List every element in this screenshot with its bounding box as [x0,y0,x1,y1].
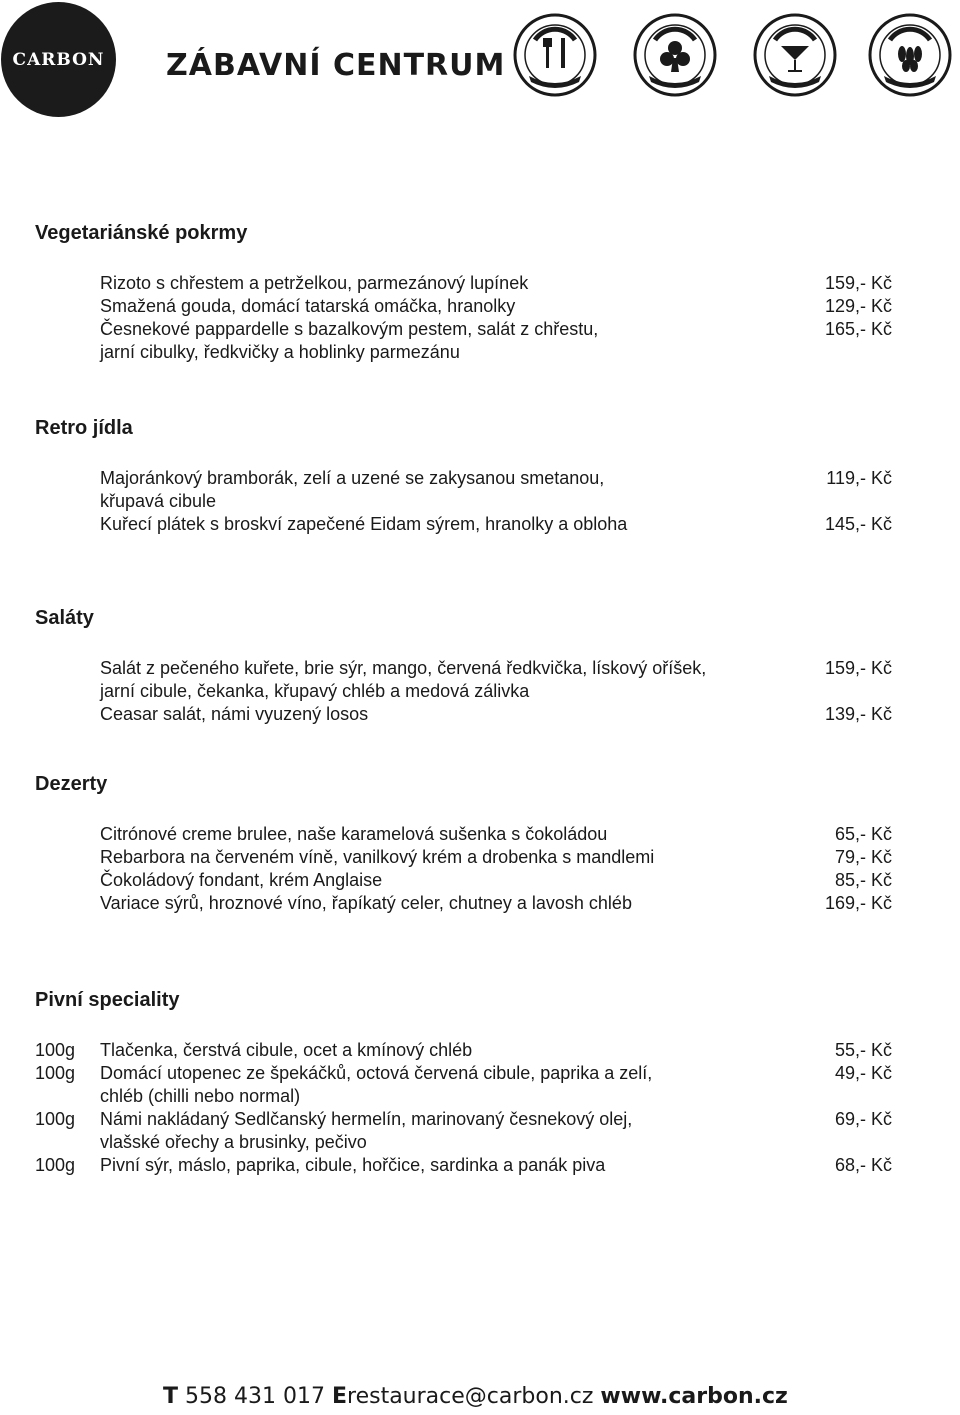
menu-item-quantity: 100g [35,1155,76,1175]
bowling-pins-icon [868,10,953,100]
menu-item-description: Salát z pečeného kuřete, brie sýr, mango, červená ředkvička, lískový oříšek, [100,658,707,678]
email-label: E [331,1384,348,1409]
menu-item-price: 49,- Kč [834,1063,892,1083]
menu-item-price: 145,- Kč [824,514,892,534]
page-title: ZÁBAVNÍ CENTRUM [166,48,506,83]
phone-number[interactable]: 558 431 017 [185,1384,325,1409]
menu-item-description: Kuřecí plátek s broskví zapečené Eidam sýrem, hranolky a obloha [100,514,628,534]
menu-item-description: Variace sýrů, hroznové víno, řapíkatý celer, chutney a lavosh chléb [100,893,632,913]
menu-item-description: jarní cibule, čekanka, křupavý chléb a medová zálivka [100,681,530,701]
menu-item-price: 169,- Kč [824,893,892,913]
menu-item-description: Smažená gouda, domácí tatarská omáčka, hranolky [100,296,516,316]
page-header [0,0,960,125]
menu-item-description: jarní cibulky, ředkvičky a hoblinky parmezánu [100,342,460,362]
menu-item-quantity: 100g [35,1109,76,1129]
cocktail-icon [753,10,838,100]
menu-item-price: 69,- Kč [834,1109,892,1129]
email-address[interactable]: restaurace@carbon.cz [347,1384,594,1409]
menu-item-description: Rebarbora na červeném víně, vanilkový krém a drobenka s mandlemi [100,847,655,867]
section-title-retro: Retro jídla [35,417,133,439]
section-title-desserts: Dezerty [35,773,108,795]
club-icon [633,10,718,100]
menu-item-price: 129,- Kč [824,296,892,316]
restaurace-badge [513,10,598,100]
menu-item-description: Tlačenka, čerstvá cibule, ocet a kmínový chléb [100,1040,473,1060]
menu-item-price: 139,- Kč [824,704,892,724]
carbon-logo [1,2,116,117]
section-title-vegetarian: Vegetariánské pokrmy [35,222,248,244]
menu-item-description: Česnekové pappardelle s bazalkovým pestem, salát z chřestu, [100,319,599,339]
menu-item-description: Majoránkový bramborák, zelí a uzené se zakysanou smetanou, [100,468,605,488]
website-link[interactable]: www.carbon.cz [600,1384,788,1409]
menu-item-description: Ceasar salát, námi vyuzený losos [100,704,369,724]
menu-item-price: 79,- Kč [834,847,892,867]
menu-item-description: chléb (chilli nebo normal) [100,1086,301,1106]
menu-item-price: 68,- Kč [834,1155,892,1175]
menu-item-price: 55,- Kč [834,1040,892,1060]
bowling-badge [868,10,953,100]
menu-item-price: 159,- Kč [824,658,892,678]
casino-badge [633,10,718,100]
section-title-beer: Pivní speciality [35,989,180,1011]
menu-item-price: 85,- Kč [834,870,892,890]
logo-text: CARBON [12,49,105,70]
menu-item-quantity: 100g [35,1040,76,1060]
menu-item-quantity: 100g [35,1063,76,1083]
menu-item-description: Čokoládový fondant, krém Anglaise [100,870,383,890]
menu-item-price: 159,- Kč [824,273,892,293]
lounge-bar-badge [753,10,838,100]
menu-item-description: Citrónové creme brulee, naše karamelová sušenka s čokoládou [100,824,608,844]
menu-item-price: 119,- Kč [826,468,892,488]
menu-item-description: Domácí utopenec ze špekáčků, octová červená cibule, paprika a zelí, [100,1063,653,1083]
contact-footer [163,1384,788,1409]
menu-item-description: Rizoto s chřestem a petrželkou, parmezánový lupínek [100,273,529,293]
section-title-salads: Saláty [35,607,94,629]
menu-item-description: Pivní sýr, máslo, paprika, cibule, hořčice, sardinka a panák piva [100,1155,606,1175]
menu-item-price: 165,- Kč [824,319,892,339]
menu-item-price: 65,- Kč [834,824,892,844]
fork-knife-icon [513,10,598,100]
menu-item-description: vlašské ořechy a brusinky, pečivo [100,1132,367,1152]
menu-item-description: Námi nakládaný Sedlčanský hermelín, marinovaný česnekový olej, [100,1109,633,1129]
phone-label: T [163,1384,179,1409]
menu-item-description: křupavá cibule [100,491,217,511]
